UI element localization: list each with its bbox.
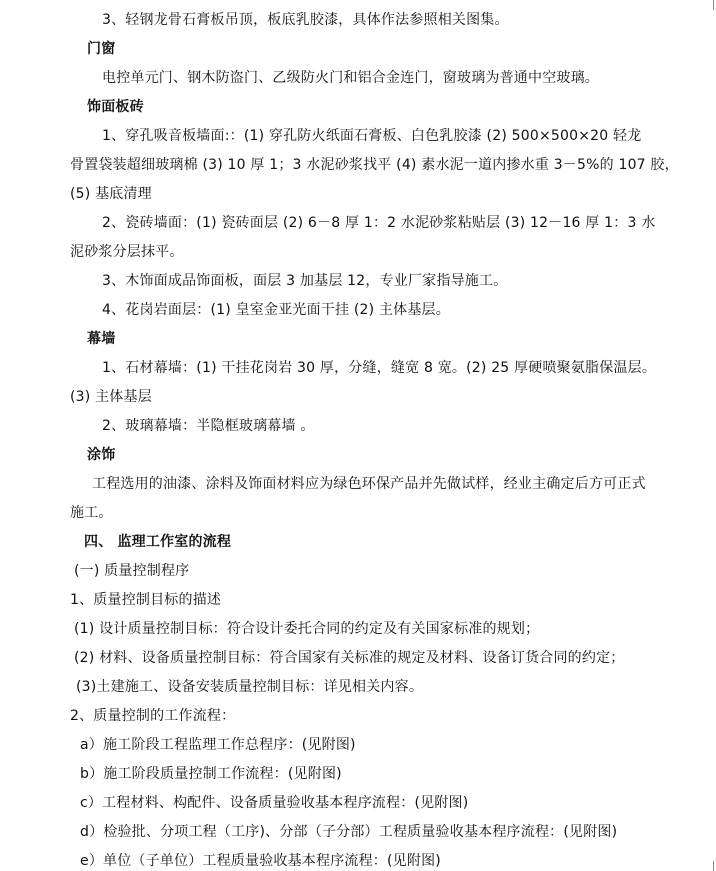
workflow-item-a: a）施工阶段工程监理工作总程序：(见附图) <box>80 737 356 753</box>
subsection-quality-control-procedure: (一) 质量控制程序 <box>74 563 190 579</box>
page-edge-mark-top <box>713 0 714 10</box>
paragraph-facing-item-1-cont2: (5) 基底清理 <box>70 186 152 202</box>
workflow-item-c: c）工程材料、构配件、设备质量验收基本程序流程：(见附图) <box>80 795 469 811</box>
goal-material-equipment-quality: (2) 材料、设备质量控制目标：符合国家有关标准的规定及材料、设备订货合同的约定； <box>74 650 625 666</box>
workflow-item-b: b）施工阶段质量控制工作流程：(见附图) <box>80 766 342 782</box>
paragraph-facing-item-2-cont: 泥砂浆分层抹平。 <box>70 244 184 260</box>
goal-design-quality: (1) 设计质量控制目标：符合设计委托合同的约定及有关国家标准的规划； <box>74 621 540 637</box>
paragraph-facing-item-4: 4、花岗岩面层：(1) 皇室金亚光面干挂 (2) 主体基层。 <box>102 302 450 318</box>
paragraph-facing-item-3: 3、木饰面成品饰面板，面层 3 加基层 12，专业厂家指导施工。 <box>102 273 508 289</box>
chapter-heading-supervision-workflow: 四、 监理工作室的流程 <box>84 534 232 550</box>
section-heading-coating: 涂饰 <box>87 447 116 463</box>
item-quality-control-workflow: 2、质量控制的工作流程： <box>70 708 236 724</box>
paragraph-curtain-wall-item-1: 1、石材幕墙：(1) 干挂花岗岩 30 厚，分缝，缝宽 8 宽。(2) 25 厚硬喷聚氨脂保温层。 <box>102 360 657 376</box>
paragraph-curtain-wall-item-1-cont: (3) 主体基层 <box>70 389 152 405</box>
workflow-item-d: d）检验批、分项工程（工序)、分部（子分部）工程质量验收基本程序流程：(见附图) <box>80 824 618 840</box>
paragraph-coating: 工程选用的油漆、涂料及饰面材料应为绿色环保产品并先做试样，经业主确定后方可正式 <box>92 476 646 492</box>
paragraph-doors-windows: 电控单元门、钢木防盗门、乙级防火门和铝合金连门，窗玻璃为普通中空玻璃。 <box>102 70 599 86</box>
paragraph-curtain-wall-item-2: 2、玻璃幕墙：半隐框玻璃幕墙 。 <box>102 418 315 434</box>
paragraph-facing-item-2: 2、瓷砖墙面：(1) 瓷砖面层 (2) 6－8 厚 1：2 水泥砂浆粘贴层 (3) 12－16 厚 1：3 水 <box>102 215 656 231</box>
goal-construction-installation-quality: (3)土建施工、设备安装质量控制目标：详见相关内容。 <box>76 679 424 695</box>
section-heading-curtain-wall: 幕墙 <box>87 331 116 347</box>
paragraph-coating-cont: 施工。 <box>70 505 113 521</box>
paragraph-ceiling-item-3: 3、轻钢龙骨石膏板吊顶，板底乳胶漆，具体作法参照相关图集。 <box>102 12 509 28</box>
page-edge-mark-bottom <box>713 861 714 871</box>
section-heading-doors-windows: 门窗 <box>87 41 116 57</box>
item-quality-control-goals: 1、质量控制目标的描述 <box>70 592 222 608</box>
section-heading-facing-tiles: 饰面板砖 <box>87 99 144 115</box>
paragraph-facing-item-1: 1、穿孔吸音板墙面:：(1) 穿孔防火纸面石膏板、白色乳胶漆 (2) 500×500×20 轻龙 <box>102 128 642 144</box>
paragraph-facing-item-1-cont: 骨置袋装超细玻璃棉 (3) 10 厚 1；3 水泥砂浆找平 (4) 素水泥一道内掺水重 3－5%的 107 胶， <box>70 157 679 173</box>
workflow-item-e: e）单位（子单位）工程质量验收基本程序流程：(见附图) <box>80 853 441 869</box>
